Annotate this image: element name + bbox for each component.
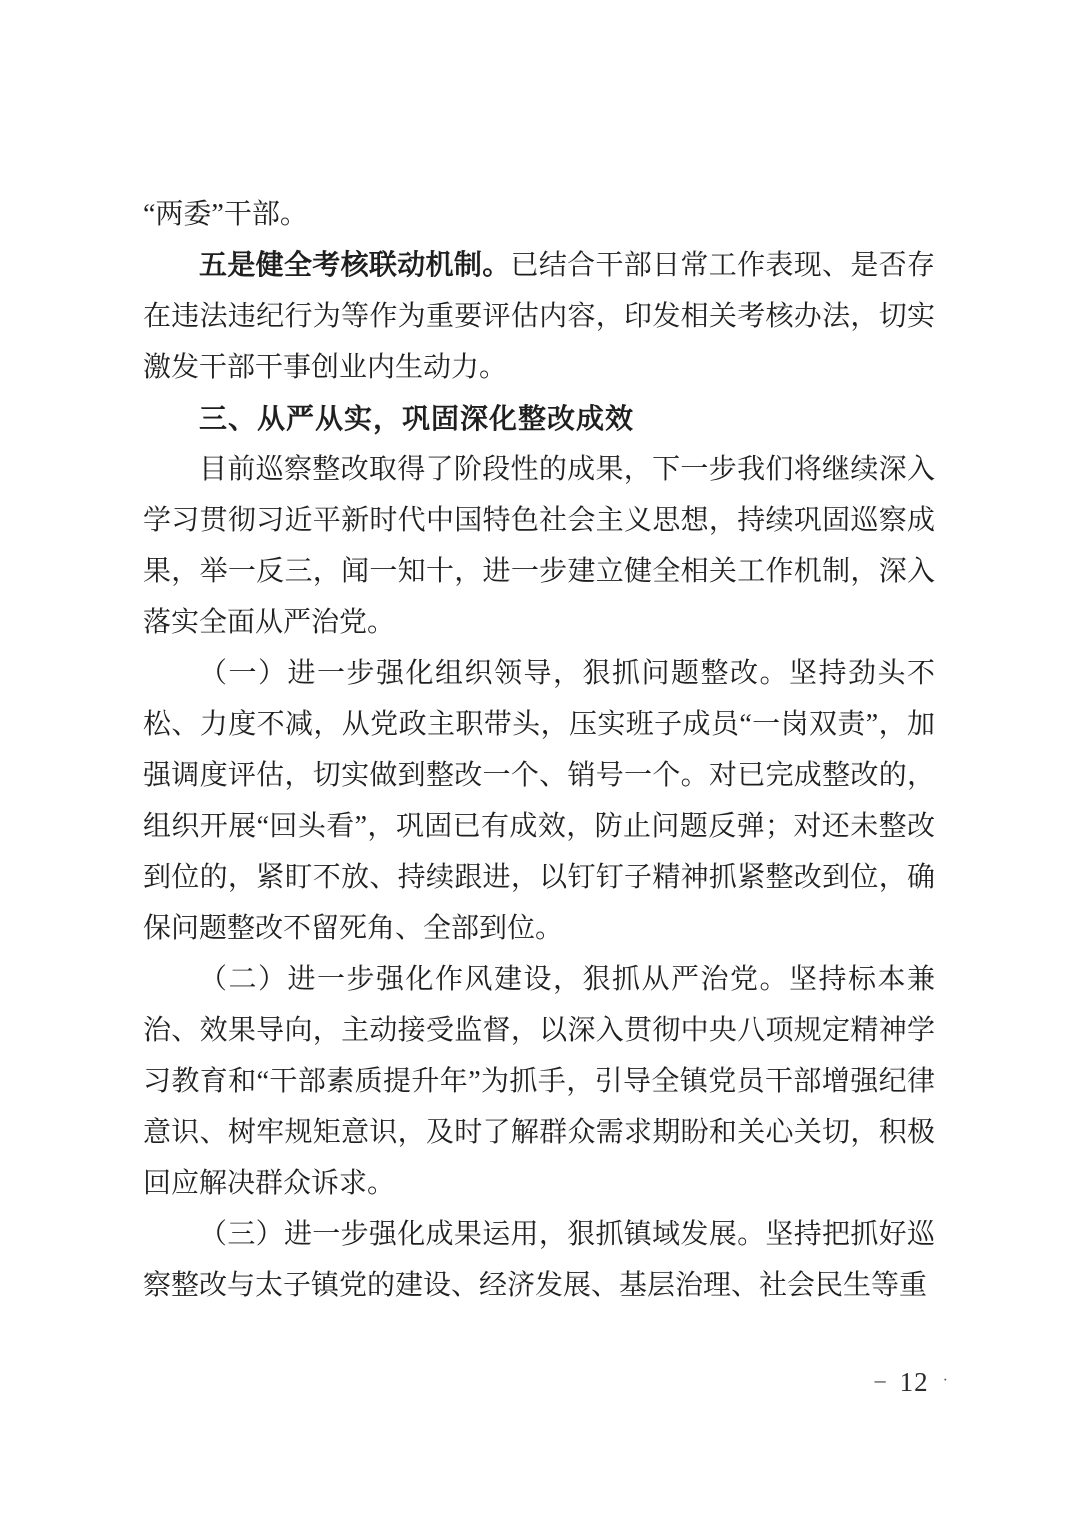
page-number-left-dash: –	[874, 1367, 886, 1392]
page-number: 12	[899, 1367, 929, 1397]
bold-text-run: 三、从严从实，巩固深化整改成效	[199, 403, 635, 434]
text-run: 目前巡察整改取得了阶段性的成果，下一步我们将继续深入学习贯彻习近平新时代中国特色社会主义思想，持续巩固巡察成果，举一反三，闻一知十，进一步建立健全相关工作机制，深入落实全面从严治党。	[143, 454, 935, 638]
paragraph	[143, 648, 935, 954]
text-run: （二）进一步强化作风建设，狠抓从严治党。坚持标本兼治、效果导向，主动接受监督，以深入贯彻中央八项规定精神学习教育和“干部素质提升年”为抓手，引导全镇党员干部增强纪律意识、树牢规矩意识，及时了解群众需求期盼和关心关切，积极回应解决群众诉求。	[143, 964, 935, 1199]
document-body	[143, 189, 935, 1311]
bold-text-run: 五是健全考核联动机制。	[199, 250, 511, 281]
text-run: 已结合干部日常工作表现、是否存在违法违纪行为等作为重要评估内容，印发相关考核办法，切实激发干部干事创业内生动力。	[143, 250, 935, 383]
text-run: （三）进一步强化成果运用，狠抓镇域发展。坚持把抓好巡察整改与太子镇党的建设、经济发展、基层治理、社会民生等重	[143, 1219, 935, 1301]
paragraph	[143, 189, 935, 240]
paragraph	[143, 954, 935, 1209]
text-run: （一）进一步强化组织领导，狠抓问题整改。坚持劲头不松、力度不减，从党政主职带头，压实班子成员“一岗双责”，加强调度评估，切实做到整改一个、销号一个。对已完成整改的，组织开展“回头看”，巩固已有成效，防止问题反弹；对还未整改到位的，紧盯不放、持续跟进，以钉钉子精神抓紧整改到位，确保问题整改不留死角、全部到位。	[143, 658, 935, 944]
paragraph	[143, 1209, 935, 1311]
page-number-right-dot: ·	[942, 1372, 948, 1389]
paragraph	[143, 240, 935, 393]
page-footer	[875, 1364, 948, 1398]
section-heading	[143, 393, 935, 444]
text-run: “两委”干部。	[143, 199, 308, 230]
paragraph	[143, 444, 935, 648]
